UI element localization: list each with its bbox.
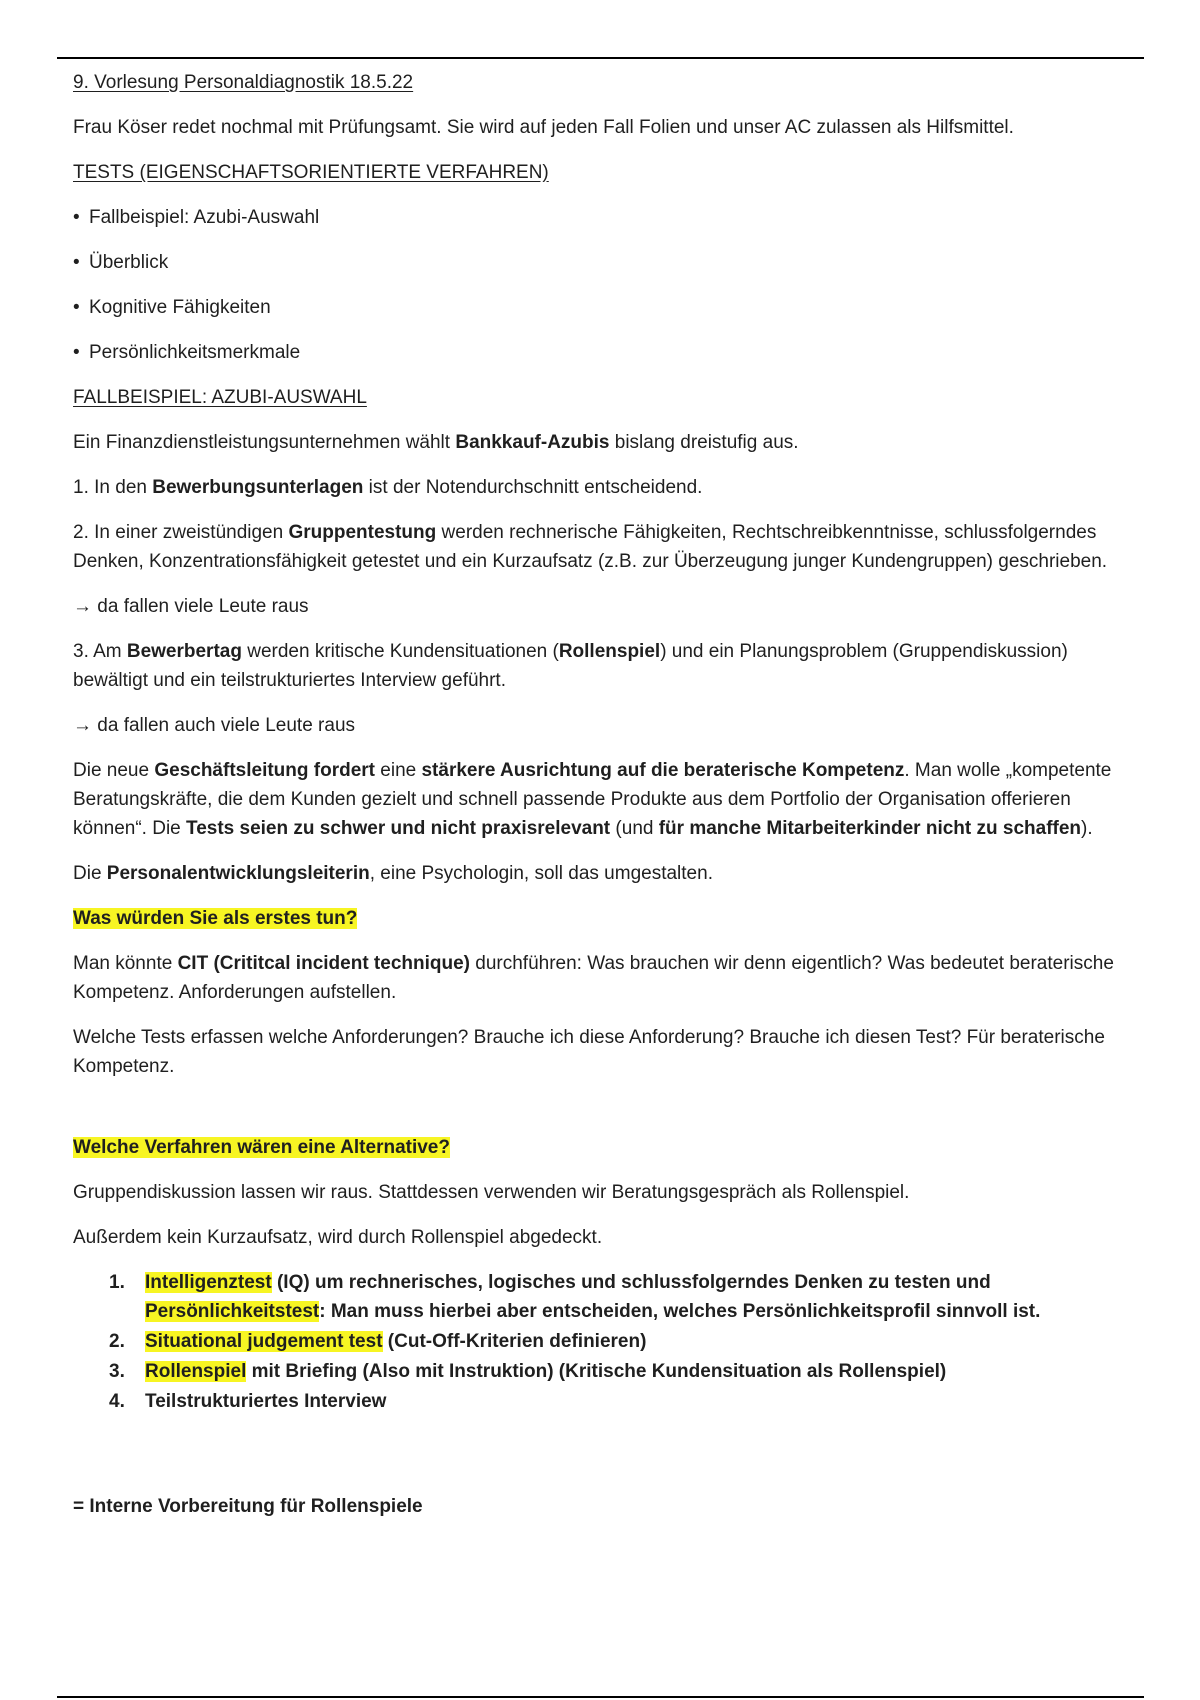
bullet-item: • Persönlichkeitsmerkmale — [73, 338, 1133, 367]
step-3: 3. Am Bewerbertag werden kritische Kundensituationen (Rollenspiel) und ein Planungsproblem (Gruppendiskussion) bewältigt und ein teilstrukturiertes Interview geführt. — [73, 641, 1068, 691]
pe-lead-paragraph: Die Personalentwicklungsleiterin, eine Psychologin, soll das umgestalten. — [73, 863, 713, 884]
alternatives-list — [73, 1268, 1133, 1416]
arrow-note-2: → da fallen auch viele Leute raus — [73, 715, 356, 736]
conclusion: = Interne Vorbereitung für Rollenspiele — [73, 1496, 423, 1517]
bullet-item: • Fallbeispiel: Azubi-Auswahl — [73, 203, 1133, 232]
spacer — [73, 1097, 1133, 1133]
bullet-item: • Überblick — [73, 248, 1133, 277]
list-item: 3. Rollenspiel mit Briefing (Also mit Instruktion) (Kritische Kundensituation als Rollenspiel) — [109, 1361, 947, 1382]
followup-1: Welche Tests erfassen welche Anforderungen? Brauche ich diese Anforderung? Brauche ich diesen Test? Für beraterische Kompetenz. — [73, 1027, 1105, 1077]
bullet-item: • Kognitive Fähigkeiten — [73, 293, 1133, 322]
list-item: 1. Intelligenztest (IQ) um rechnerisches, logisches und schlussfolgerndes Denken zu testen und Persönlichkeitstest: Man muss hierbei aber entscheiden, welches Persönlichkeitsprofil sinnvoll ist. — [109, 1272, 1041, 1322]
step-1: 1. In den Bewerbungsunterlagen ist der Notendurchschnitt entscheidend. — [73, 477, 703, 498]
overview-bullets — [73, 203, 1133, 367]
document-body — [73, 68, 1133, 1537]
list-item: 4. Teilstrukturiertes Interview — [109, 1391, 387, 1412]
spacer — [73, 1432, 1133, 1492]
lecture-title: 9. Vorlesung Personaldiagnostik 18.5.22 — [73, 72, 414, 93]
case-intro: Ein Finanzdienstleistungsunternehmen wählt Bankkauf-Azubis bislang dreistufig aus. — [73, 432, 799, 453]
answer-1: Man könnte CIT (Crititcal incident technique) durchführen: Was brauchen wir denn eigentlich? Was bedeutet beraterische Kompetenz. Anforderungen aufstellen. — [73, 953, 1114, 1003]
step-2: 2. In einer zweistündigen Gruppentestung werden rechnerische Fähigkeiten, Rechtschreibkenntnisse, schlussfolgerndes Denken, Konzentrationsfähigkeit getestet und ein Kurzaufsatz (z.B. zur Überzeugung junger Kundengruppen) geschrieben. — [73, 522, 1108, 572]
list-item: 2. Situational judgement test (Cut-Off-Kriterien definieren) — [109, 1331, 647, 1352]
question-2: Welche Verfahren wären eine Alternative? — [73, 1137, 450, 1158]
question-1: Was würden Sie als erstes tun? — [73, 908, 358, 929]
top-rule — [57, 57, 1144, 59]
arrow-note-1: → da fallen viele Leute raus — [73, 596, 309, 617]
bottom-rule — [57, 1696, 1144, 1698]
answer-2a: Gruppendiskussion lassen wir raus. Stattdessen verwenden wir Beratungsgespräch als Rollenspiel. — [73, 1182, 910, 1203]
section-heading-tests: TESTS (EIGENSCHAFTSORIENTIERTE VERFAHREN) — [73, 162, 549, 183]
management-paragraph: Die neue Geschäftsleitung fordert eine stärkere Ausrichtung auf die beraterische Kompetenz. Man wolle „kompetente Beratungskräfte, die dem Kunden gezielt und schnell passende Produkte aus dem Portfolio der Organisation offerieren können“. Die Tests seien zu schwer und nicht praxisrelevant (und für manche Mitarbeiterkinder nicht zu schaffen). — [73, 760, 1112, 839]
section-heading-case: FALLBEISPIEL: AZUBI-AUSWAHL — [73, 387, 367, 408]
intro-paragraph: Frau Köser redet nochmal mit Prüfungsamt. Sie wird auf jeden Fall Folien und unser AC zulassen als Hilfsmittel. — [73, 117, 1014, 138]
answer-2b: Außerdem kein Kurzaufsatz, wird durch Rollenspiel abgedeckt. — [73, 1227, 603, 1248]
